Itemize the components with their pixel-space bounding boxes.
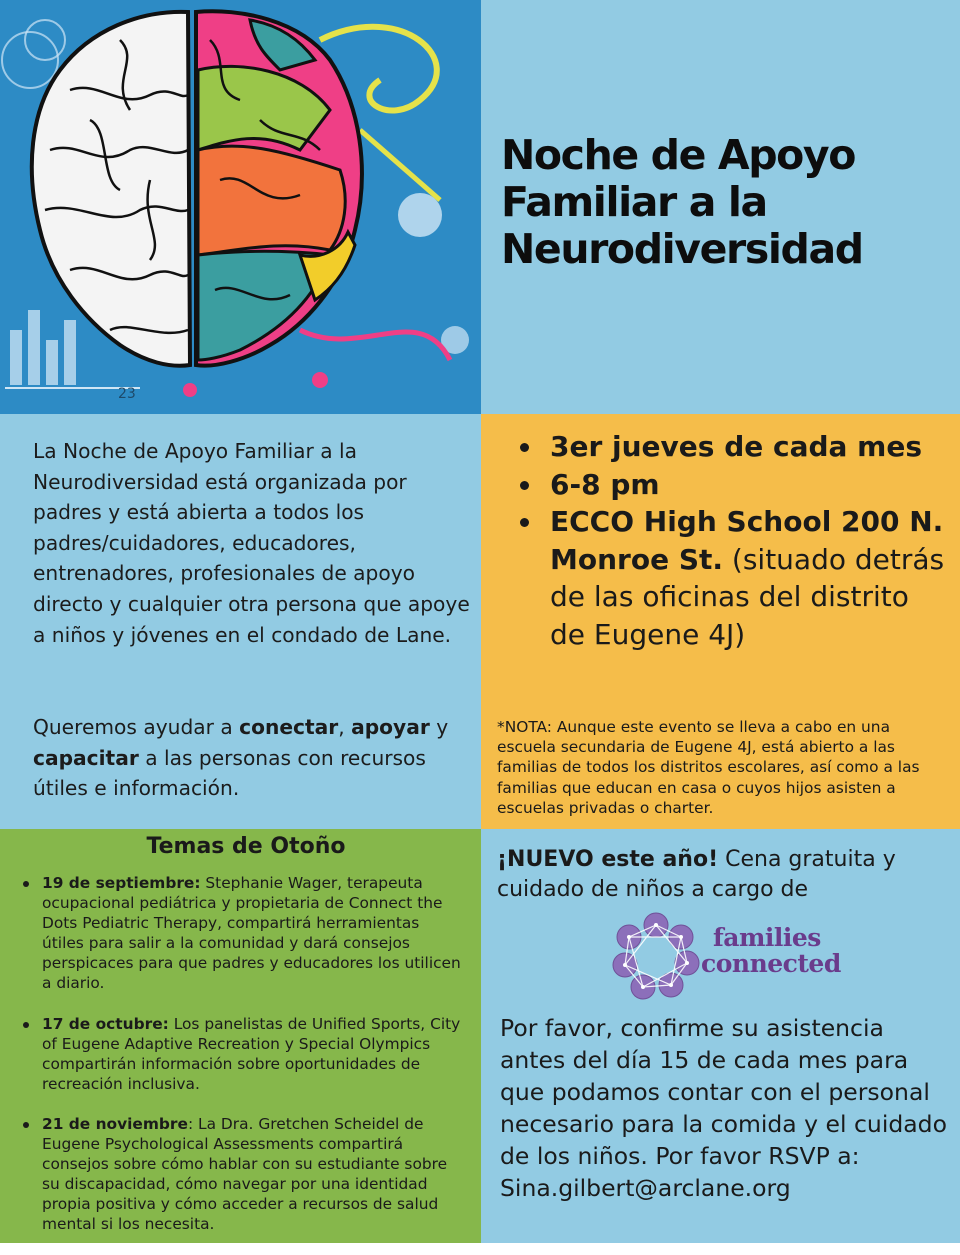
mission-keyword: conectar [239, 715, 339, 739]
topic-item [20, 1114, 465, 1235]
description-section [0, 414, 481, 829]
schedule-item-text: 3er jueves de cada mes [550, 430, 922, 463]
mission-keyword: capacitar [33, 745, 139, 770]
header [481, 0, 960, 414]
topics-list [20, 873, 465, 1255]
chart-label: 23 [118, 386, 136, 402]
families-connected-logo [611, 911, 841, 1001]
topic-date: 19 de septiembre: [42, 874, 201, 892]
mission-text: Queremos ayudar a [33, 715, 240, 739]
brain-illustration [0, 0, 481, 414]
new-badge: ¡NUEVO este año! [497, 847, 719, 872]
topic-date: 17 de octubre: [42, 1014, 169, 1033]
title-line: Familiar a la [501, 178, 767, 226]
venue-name: ECCO High School 200 N. Monroe St. [550, 505, 944, 576]
venue-detail: (situado detrás de las oficinas del distrito de Eugene 4J) [550, 542, 945, 651]
schedule-item-text: 6-8 pm [550, 467, 660, 501]
logo-line: connected [701, 949, 841, 978]
title-line: Noche de Apoyo [501, 131, 856, 179]
topics-section [0, 829, 481, 1243]
note-text: *NOTA: Aunque este evento se lleva a cabo en una escuela secundaria de Eugene 4J, está abierto a las familias de todos los distritos escolares, así como a las familias que educan en casa o cuyos hijos asisten a escuelas privadas o charter. [497, 718, 920, 817]
new-announcement [497, 845, 947, 905]
topics-title: Temas de Otoño [146, 834, 346, 859]
schedule-item [499, 428, 949, 466]
bullet-icon [23, 1022, 29, 1028]
bullet-icon [23, 881, 29, 887]
families-connected-logo-icon [611, 911, 701, 1001]
page-title [501, 132, 951, 273]
schedule-section [481, 414, 960, 829]
new-text: Cena gratuita y cuidado de niños a cargo de [497, 847, 896, 902]
topic-date: 21 de noviembre [42, 1114, 188, 1133]
rsvp-text: Por favor, confirme su asistencia antes del día 15 de cada mes para que podamos contar con el personal necesario para la comida y el cuidado de los niños. Por favor RSVP a: Sina.gilbert@arclane.org [500, 1014, 947, 1202]
title-line: Neurodiversidad [501, 225, 863, 273]
mission-paragraph [33, 712, 473, 804]
topic-item [20, 1014, 465, 1094]
bullet-icon [23, 1122, 29, 1128]
logo-wordmark [701, 925, 841, 977]
mission-keyword: apoyar [351, 715, 430, 739]
schedule-item [499, 503, 949, 653]
description-paragraph: La Noche de Apoyo Familiar a la Neurodiversidad está organizada por padres y está abierta a todos los padres/cuidadores, educadores, entrenadores, profesionales de apoyo directo y cualquier otra persona que apoye a niños y jóvenes en el condado de Lane. [33, 439, 470, 647]
new-section [481, 829, 960, 1243]
bullet-icon [520, 518, 529, 527]
mission-text: a las personas con recursos útiles e información. [33, 745, 426, 801]
schedule-item [499, 466, 949, 504]
bullet-icon [520, 481, 529, 490]
logo-line: families [713, 923, 821, 952]
topic-text: Los panelistas de Unified Sports, City of Eugene Adaptive Recreation y Special Olympics compartirán información sobre oportunidades de recreación inclusiva. [42, 1014, 461, 1093]
brain-illustration-icon [0, 0, 481, 414]
schedule-list [499, 428, 949, 653]
mission-text: , [338, 715, 352, 739]
topic-text: Stephanie Wager, terapeuta ocupacional pediátrica y propietaria de Connect the Dots Pediatric Therapy, compartirá herramientas útiles para salir a la comunidad y dará consejos perspicaces para que padres y educadores los utilicen a diario. [42, 874, 461, 993]
bullet-icon [520, 443, 529, 452]
mission-text: y [429, 715, 449, 739]
topic-text: : La Dra. Gretchen Scheidel de Eugene Psychological Assessments compartirá consejos sobre cómo hablar con su estudiante sobre su discapacidad, cómo navegar por una identidad propia positiva y cómo acceder a recursos de salud mental si los necesita. [42, 1114, 448, 1234]
topic-item [20, 873, 465, 994]
